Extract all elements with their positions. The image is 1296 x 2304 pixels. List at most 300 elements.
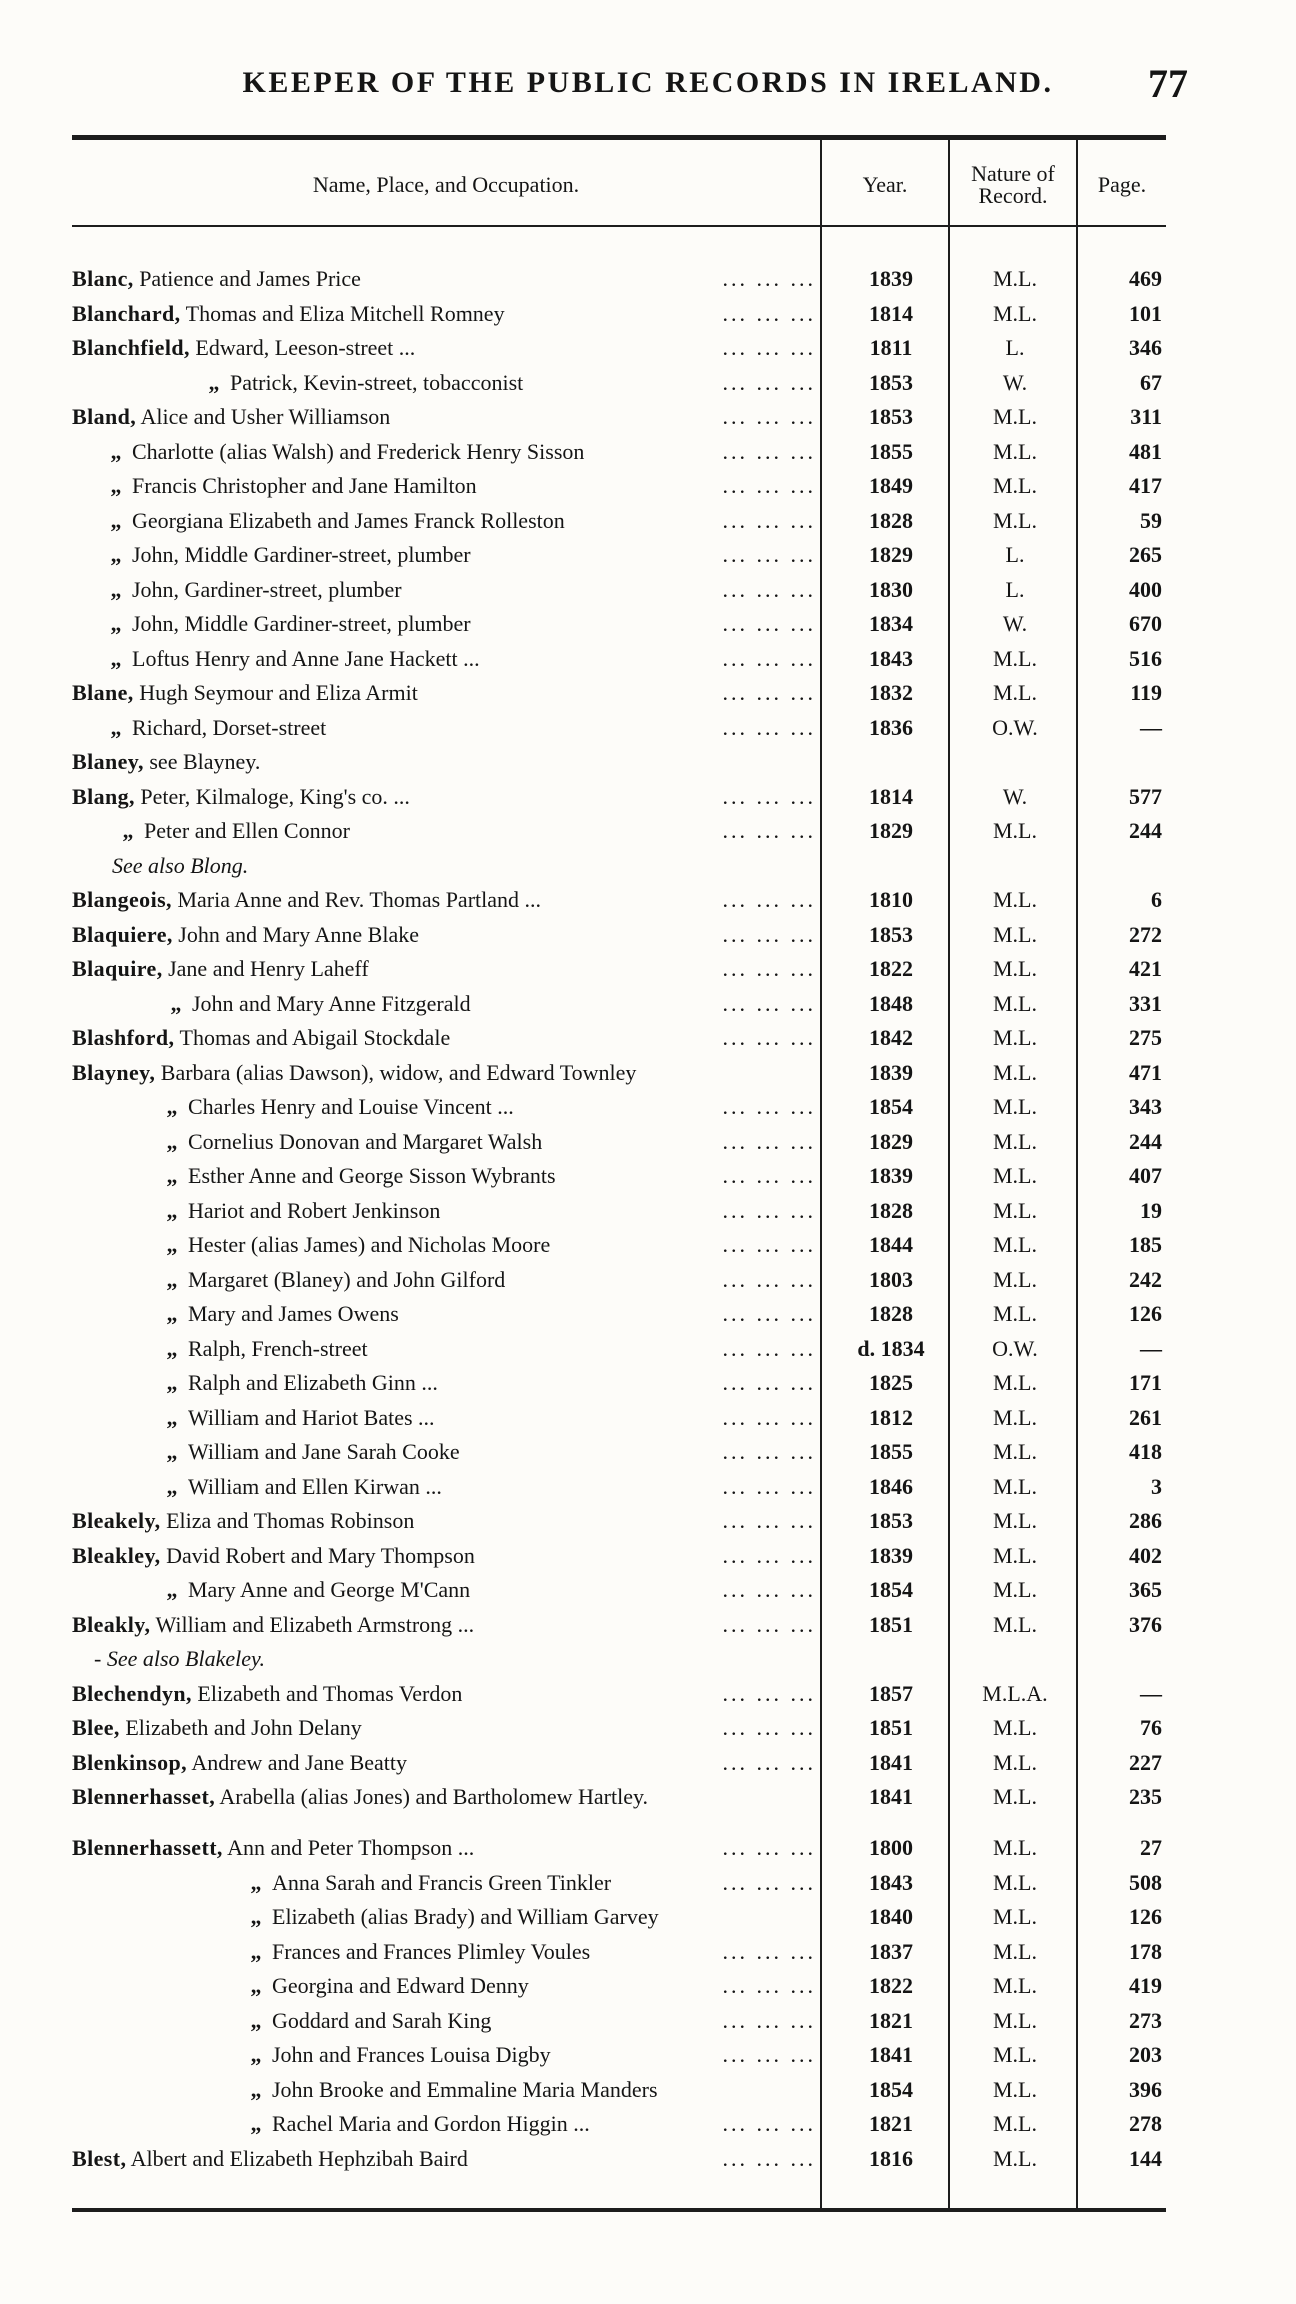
entry-surname: Blashford, <box>72 1025 175 1050</box>
entry-name-cell <box>72 573 816 607</box>
entry-name-text: John and Mary Anne Blake <box>178 921 419 947</box>
entry-name-text: see Blayney. <box>149 749 261 774</box>
table-row <box>0 642 1296 677</box>
entry-year: 1851 <box>869 1611 913 1637</box>
entry-page: 419 <box>1129 1973 1162 1998</box>
entry-name-cell <box>72 1573 816 1607</box>
entry-name-cell <box>72 469 816 503</box>
ditto-mark: „ <box>166 1232 178 1257</box>
entry-year: 1844 <box>869 1232 913 1257</box>
entry-name-text: Edward, Leeson-street ... <box>195 335 416 360</box>
entry-page: 178 <box>1129 1938 1162 1964</box>
entry-name-cell <box>72 987 816 1021</box>
entry-name-text: Margaret (Blaney) and John Gilford <box>188 1266 506 1292</box>
entry-page: 343 <box>1129 1094 1162 1119</box>
entry-page: 6 <box>1151 887 1162 912</box>
entry-page: 101 <box>1129 300 1162 326</box>
entry-year: 1839 <box>869 266 913 291</box>
table-row <box>0 952 1296 987</box>
ditto-mark: „ <box>250 2111 262 2136</box>
entry-surname: Blang, <box>72 783 135 809</box>
entry-name-text: William and Hariot Bates ... <box>188 1404 435 1430</box>
entry-name-cell <box>72 918 816 952</box>
entry-nature: M.L. <box>993 1577 1037 1602</box>
entry-name-cell <box>72 2107 816 2141</box>
entry-page: 577 <box>1129 783 1162 809</box>
entry-year: 1830 <box>869 576 913 602</box>
entry-nature: O.W. <box>992 714 1038 740</box>
ditto-mark: „ <box>110 645 122 671</box>
entry-name-text: Maria Anne and Rev. Thomas Partland ... <box>177 887 542 912</box>
entry-surname: Blaney, <box>72 749 144 774</box>
table-row <box>0 331 1296 366</box>
entry-year: 1829 <box>869 1128 913 1154</box>
entry-page: 407 <box>1129 1163 1162 1188</box>
table-row <box>0 538 1296 573</box>
entry-year: 1825 <box>869 1370 913 1395</box>
ditto-mark: „ <box>170 990 182 1016</box>
entry-name-cell <box>72 331 816 365</box>
entry-page: 273 <box>1129 2007 1162 2033</box>
entry-nature: M.L. <box>993 1094 1037 1119</box>
entry-year: 1842 <box>869 1025 913 1050</box>
entry-page: 331 <box>1129 990 1162 1016</box>
ditto-mark: „ <box>166 1266 178 1292</box>
entry-name-cell <box>72 952 816 986</box>
leader-dots: ... ... ... <box>717 297 817 331</box>
table-row <box>0 1159 1296 1194</box>
entry-nature: M.L. <box>993 956 1037 981</box>
leader-dots: ... ... ... <box>717 1866 817 1900</box>
entry-year: 1828 <box>869 1301 913 1326</box>
entry-name-text: Hariot and Robert Jenkinson <box>188 1197 441 1223</box>
entry-page: 144 <box>1129 2145 1162 2171</box>
leader-dots: ... ... ... <box>717 1401 817 1435</box>
ditto-mark: „ <box>250 1904 262 1929</box>
entry-name-cell <box>72 1263 816 1297</box>
table-row <box>0 1780 1296 1831</box>
entry-name-text: Elizabeth and Thomas Verdon <box>197 1680 463 1706</box>
table-row <box>0 1935 1296 1970</box>
leader-dots: ... ... ... <box>717 1677 817 1711</box>
entry-year: 1853 <box>869 921 913 947</box>
ditto-mark: „ <box>166 1370 178 1395</box>
entry-year: 1800 <box>869 1835 913 1860</box>
entry-nature: M.L. <box>993 473 1037 498</box>
entry-surname: Blee, <box>72 1715 120 1740</box>
entry-nature: M.L. <box>993 300 1037 326</box>
ditto-mark: „ <box>208 369 220 395</box>
entry-page: 311 <box>1130 404 1162 429</box>
entry-page: 670 <box>1129 611 1162 636</box>
entry-name-cell <box>72 883 816 917</box>
entry-name-cell <box>72 1228 816 1262</box>
entry-name-cell <box>72 711 816 745</box>
entry-name-text: John and Mary Anne Fitzgerald <box>192 990 471 1016</box>
leader-dots: ... ... ... <box>717 607 817 641</box>
ditto-mark: „ <box>110 473 122 498</box>
entry-page: 59 <box>1140 507 1162 533</box>
entry-name-cell <box>72 814 816 848</box>
leader-dots: ... ... ... <box>717 1504 817 1538</box>
entry-year: 1848 <box>869 990 913 1016</box>
ditto-mark: „ <box>110 438 122 464</box>
ditto-mark: „ <box>166 1473 178 1499</box>
entry-nature: M.L. <box>993 1715 1037 1740</box>
table-row <box>0 1297 1296 1332</box>
table-row <box>0 504 1296 539</box>
entry-page: 261 <box>1129 1404 1162 1430</box>
entry-year: 1829 <box>869 542 913 567</box>
entry-nature: M.L. <box>993 1025 1037 1050</box>
entry-name-text: Hugh Seymour and Eliza Armit <box>139 680 418 705</box>
entry-year: 1849 <box>869 473 913 498</box>
table-row <box>0 1711 1296 1746</box>
entry-page: — <box>1140 1335 1162 1361</box>
entry-nature: M.L. <box>993 1301 1037 1326</box>
entry-name-text: Loftus Henry and Anne Jane Hackett ... <box>132 645 480 671</box>
entry-year: 1853 <box>869 1508 913 1533</box>
entry-year: 1841 <box>869 2042 913 2067</box>
table-row <box>0 1228 1296 1263</box>
leader-dots: ... ... ... <box>717 883 817 917</box>
entry-name-cell <box>72 400 816 434</box>
entry-page: 481 <box>1129 438 1162 464</box>
leader-dots: ... ... ... <box>717 1539 817 1573</box>
entry-nature: M.L. <box>993 818 1037 843</box>
entry-year: 1822 <box>869 1973 913 1998</box>
table-row <box>0 607 1296 642</box>
leader-dots: ... ... ... <box>717 642 817 676</box>
entry-page: 244 <box>1129 1128 1162 1154</box>
table-row <box>0 676 1296 711</box>
entry-name-cell <box>72 1831 816 1865</box>
table-row <box>0 262 1296 297</box>
entry-nature: L. <box>1005 542 1025 567</box>
leader-dots: ... ... ... <box>717 1969 817 2003</box>
entry-surname: Blane, <box>72 680 134 705</box>
entry-page: 3 <box>1151 1473 1162 1499</box>
leader-dots: ... ... ... <box>717 1125 817 1159</box>
entry-year: 1841 <box>869 1749 913 1775</box>
leader-dots: ... ... ... <box>717 1159 817 1193</box>
leader-dots: ... ... ... <box>717 1831 817 1865</box>
entry-page: 400 <box>1129 576 1162 602</box>
entry-name-text: Patrick, Kevin-street, tobacconist <box>230 369 524 395</box>
column-header-page: Page. <box>1097 172 1147 197</box>
entry-name-cell <box>72 2073 816 2107</box>
entry-nature: M.L. <box>993 1404 1037 1430</box>
entry-page: 418 <box>1129 1439 1162 1464</box>
table-row <box>0 1263 1296 1298</box>
entry-nature: M.L. <box>993 887 1037 912</box>
entry-name-text: Peter, Kilmaloge, King's co. ... <box>140 783 410 809</box>
entry-nature: O.W. <box>992 1335 1038 1361</box>
entry-page: 396 <box>1129 2076 1162 2102</box>
entry-year: 1853 <box>869 404 913 429</box>
entry-name-text: Ralph, French-street <box>188 1335 368 1361</box>
leader-dots: ... ... ... <box>717 711 817 745</box>
entry-name-cell <box>72 780 816 814</box>
entry-name-text: Jane and Henry Laheff <box>168 956 369 981</box>
entry-page: — <box>1140 714 1162 740</box>
ditto-mark: „ <box>110 542 122 567</box>
ditto-mark: „ <box>166 1335 178 1361</box>
entry-name-text: Georgiana Elizabeth and James Franck Rolleston <box>132 507 565 533</box>
entry-name-text: Charlotte (alias Walsh) and Frederick Henry Sisson <box>132 438 585 464</box>
table-row <box>0 1539 1296 1574</box>
table-row <box>0 1194 1296 1229</box>
table-row <box>0 2073 1296 2108</box>
entry-year: 1803 <box>869 1266 913 1292</box>
entry-name-text: Peter and Ellen Connor <box>144 818 350 843</box>
entry-surname: Blanchfield, <box>72 335 190 360</box>
table-row <box>0 1573 1296 1608</box>
table-row <box>0 1332 1296 1367</box>
entry-nature: M.L. <box>993 1784 1037 1809</box>
leader-dots: ... ... ... <box>717 1194 817 1228</box>
entry-nature: M.L.A. <box>982 1680 1048 1706</box>
entry-year: 1857 <box>869 1680 913 1706</box>
entry-surname: Blennerhasset, <box>72 1784 216 1809</box>
entry-page: 19 <box>1140 1197 1162 1223</box>
entry-name-cell <box>72 538 816 572</box>
entry-name-cell <box>72 676 816 710</box>
entry-page: 508 <box>1129 1869 1162 1895</box>
ditto-mark: „ <box>250 2042 262 2067</box>
leader-dots: ... ... ... <box>717 1608 817 1642</box>
entry-name-text: Francis Christopher and Jane Hamilton <box>132 473 477 498</box>
entry-year: 1832 <box>869 680 913 705</box>
entry-name-cell <box>72 607 816 641</box>
bottom-rule <box>72 2208 1166 2212</box>
entry-page: 171 <box>1129 1370 1162 1395</box>
entry-name-cell <box>72 1935 816 1969</box>
ditto-mark: „ <box>166 1128 178 1154</box>
entry-name-cell <box>72 1125 816 1159</box>
entry-nature: M.L. <box>993 1163 1037 1188</box>
entry-year: 1812 <box>869 1404 913 1430</box>
entry-page: 126 <box>1129 1904 1162 1929</box>
table-row <box>0 883 1296 918</box>
entry-nature: M.L. <box>993 645 1037 671</box>
entry-year: 1840 <box>869 1904 913 1929</box>
entry-year: 1839 <box>869 1163 913 1188</box>
table-row <box>0 849 1296 884</box>
entry-page: 126 <box>1129 1301 1162 1326</box>
entry-name-text: See also Blong. <box>112 852 249 878</box>
leader-dots: ... ... ... <box>717 435 817 469</box>
entry-year: 1837 <box>869 1938 913 1964</box>
entry-page: 272 <box>1129 921 1162 947</box>
leader-dots: ... ... ... <box>717 952 817 986</box>
entry-year: 1854 <box>869 1577 913 1602</box>
entry-page: 471 <box>1129 1059 1162 1085</box>
entry-name-cell <box>72 1332 816 1366</box>
entry-nature: M.L. <box>993 1749 1037 1775</box>
entry-nature: M.L. <box>993 1232 1037 1257</box>
entry-name-text: Mary and James Owens <box>188 1301 399 1326</box>
entry-name-cell <box>72 1539 816 1573</box>
entry-name-text: Arabella (alias Jones) and Bartholomew Hartley. <box>219 1784 649 1809</box>
entry-name-cell <box>72 1969 816 2003</box>
entry-name-cell <box>72 1435 816 1469</box>
entry-name-text: Eliza and Thomas Robinson <box>166 1508 415 1533</box>
leader-dots: ... ... ... <box>717 1935 817 1969</box>
leader-dots: ... ... ... <box>717 2004 817 2038</box>
entry-year: 1854 <box>869 1094 913 1119</box>
leader-dots: ... ... ... <box>717 676 817 710</box>
entry-year: 1814 <box>869 300 913 326</box>
entry-name-cell <box>72 849 816 883</box>
entry-name-text: Elizabeth and John Delany <box>125 1715 362 1740</box>
entry-name-cell <box>72 1401 816 1435</box>
leader-dots: ... ... ... <box>717 469 817 503</box>
entry-name-text: Goddard and Sarah King <box>272 2007 492 2033</box>
entry-name-text: Rachel Maria and Gordon Higgin ... <box>272 2111 590 2136</box>
ditto-mark: „ <box>110 507 122 533</box>
table-row <box>0 1021 1296 1056</box>
entry-name-cell <box>72 1090 816 1124</box>
ditto-mark: „ <box>166 1094 178 1119</box>
entry-name-cell <box>72 745 816 779</box>
entry-year: 1821 <box>869 2007 913 2033</box>
entry-year: 1821 <box>869 2111 913 2136</box>
entry-name-text: John, Middle Gardiner-street, plumber <box>132 542 471 567</box>
table-row <box>0 573 1296 608</box>
entry-name-text: Thomas and Abigail Stockdale <box>179 1025 451 1050</box>
entry-name-cell <box>72 435 816 469</box>
entry-name-cell <box>72 1504 816 1538</box>
ditto-mark: „ <box>110 611 122 636</box>
entry-name-cell <box>72 1780 816 1831</box>
table-row <box>0 711 1296 746</box>
ditto-mark: „ <box>166 1301 178 1326</box>
entry-nature: M.L. <box>993 438 1037 464</box>
leader-dots: ... ... ... <box>717 1090 817 1124</box>
entry-year: 1851 <box>869 1715 913 1740</box>
entry-name-text: Alice and Usher Williamson <box>140 404 391 429</box>
entry-year: 1843 <box>869 1869 913 1895</box>
table-row <box>0 2107 1296 2142</box>
table-row <box>0 366 1296 401</box>
entry-name-text: - See also Blakeley. <box>94 1646 266 1671</box>
table-row <box>0 2038 1296 2073</box>
ditto-mark: „ <box>110 714 122 740</box>
entry-name-cell <box>72 1194 816 1228</box>
column-header-year: Year. <box>862 172 908 197</box>
entry-nature: M.L. <box>993 2007 1037 2033</box>
entry-nature: M.L. <box>993 1473 1037 1499</box>
entry-name-cell <box>72 642 816 676</box>
leader-dots: ... ... ... <box>717 1470 817 1504</box>
table-row <box>0 1125 1296 1160</box>
entry-name-cell <box>72 1366 816 1400</box>
entry-name-cell <box>72 262 816 296</box>
entry-name-cell <box>72 1470 816 1504</box>
entry-page: 365 <box>1129 1577 1162 1602</box>
leader-dots: ... ... ... <box>717 1297 817 1331</box>
entry-page: 421 <box>1129 956 1162 981</box>
entry-surname: Blest, <box>72 2145 127 2171</box>
leader-dots: ... ... ... <box>717 1021 817 1055</box>
entry-name-text: William and Elizabeth Armstrong ... <box>155 1611 475 1637</box>
entry-year: 1828 <box>869 1197 913 1223</box>
entry-name-text: John Brooke and Emmaline Maria Manders <box>272 2076 658 2102</box>
entry-nature: L. <box>1005 576 1025 602</box>
entry-name-cell <box>72 1900 816 1934</box>
leader-dots: ... ... ... <box>717 1228 817 1262</box>
entry-name-cell <box>72 1746 816 1780</box>
entry-nature: M.L. <box>993 1439 1037 1464</box>
entry-name-cell <box>72 1056 816 1090</box>
entry-nature: M.L. <box>993 507 1037 533</box>
entry-year: 1846 <box>869 1473 913 1499</box>
leader-dots: ... ... ... <box>717 1573 817 1607</box>
leader-dots: ... ... ... <box>717 1366 817 1400</box>
entry-page: 278 <box>1129 2111 1162 2136</box>
entry-nature: M.L. <box>993 1508 1037 1533</box>
running-title: KEEPER OF THE PUBLIC RECORDS IN IRELAND. <box>242 66 1054 99</box>
ditto-mark: „ <box>166 1404 178 1430</box>
ditto-mark: „ <box>250 1869 262 1895</box>
top-rule <box>72 135 1166 140</box>
table-row <box>0 1831 1296 1866</box>
entry-name-text: Ann and Peter Thompson ... <box>227 1835 475 1860</box>
entry-year: 1816 <box>869 2145 913 2171</box>
entry-page: 469 <box>1129 266 1162 291</box>
entry-nature: M.L. <box>993 2042 1037 2067</box>
entry-surname: Blanchard, <box>72 300 181 326</box>
entry-surname: Blaquiere, <box>72 921 173 947</box>
table-row <box>0 1746 1296 1781</box>
entry-page: 402 <box>1129 1542 1162 1568</box>
entry-name-text: Ralph and Elizabeth Ginn ... <box>188 1370 438 1395</box>
entry-surname: Bleakly, <box>72 1611 151 1637</box>
entry-name-cell <box>72 1866 816 1900</box>
entry-nature: M.L. <box>993 1869 1037 1895</box>
entry-year: 1853 <box>869 369 913 395</box>
entry-name-text: Thomas and Eliza Mitchell Romney <box>185 300 505 326</box>
table-row <box>0 1366 1296 1401</box>
table-row <box>0 1642 1296 1677</box>
table-row <box>0 1608 1296 1643</box>
column-header-name: Name, Place, and Occupation. <box>312 172 580 197</box>
entry-year: 1810 <box>869 887 913 912</box>
ditto-mark: „ <box>250 2076 262 2102</box>
entry-page: 265 <box>1129 542 1162 567</box>
table-row <box>0 1969 1296 2004</box>
ditto-mark: „ <box>110 576 122 602</box>
entry-name-text: Andrew and Jane Beatty <box>191 1749 408 1775</box>
entry-nature: M.L. <box>993 1904 1037 1929</box>
entry-surname: Blechendyn, <box>72 1680 192 1706</box>
leader-dots: ... ... ... <box>717 814 817 848</box>
ditto-mark: „ <box>122 818 134 843</box>
table-row <box>0 435 1296 470</box>
entry-name-text: William and Ellen Kirwan ... <box>188 1473 442 1499</box>
entry-name-cell <box>72 1021 816 1055</box>
table-row <box>0 814 1296 849</box>
entry-name-cell <box>72 1297 816 1331</box>
entry-name-text: Cornelius Donovan and Margaret Walsh <box>188 1128 543 1154</box>
entry-nature: M.L. <box>993 2076 1037 2102</box>
entry-year: 1828 <box>869 507 913 533</box>
entry-page: 275 <box>1129 1025 1162 1050</box>
table-row <box>0 469 1296 504</box>
entry-nature: M.L. <box>993 680 1037 705</box>
entry-nature: M.L. <box>993 2145 1037 2171</box>
